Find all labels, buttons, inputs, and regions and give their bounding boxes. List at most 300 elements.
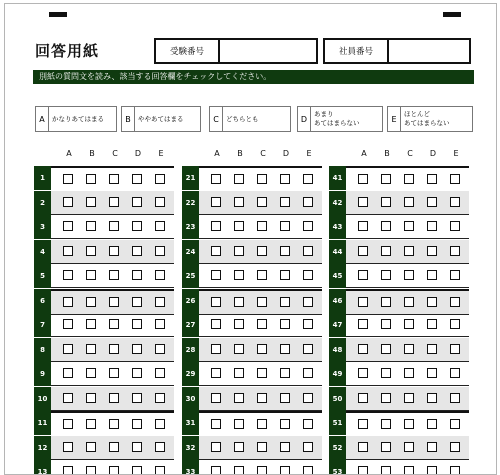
checkbox-c[interactable] bbox=[257, 442, 267, 452]
checkbox-b[interactable] bbox=[381, 344, 391, 354]
question-number: 28 bbox=[182, 338, 199, 362]
checkbox-a[interactable] bbox=[63, 466, 73, 475]
checkbox-a[interactable] bbox=[358, 442, 368, 452]
checkbox-b[interactable] bbox=[86, 319, 96, 329]
choice-header-row bbox=[200, 149, 322, 159]
answer-cells bbox=[199, 191, 322, 215]
checkbox-a[interactable] bbox=[211, 393, 221, 403]
answer-cells bbox=[51, 191, 174, 215]
question-row bbox=[182, 460, 322, 475]
answer-cells bbox=[346, 289, 469, 315]
checkbox-c[interactable] bbox=[404, 466, 414, 475]
legend-key: B bbox=[122, 107, 135, 131]
checkbox-a[interactable] bbox=[358, 197, 368, 207]
instruction-banner: 別紙の質問文を読み、該当する回答欄をチェックしてください。 bbox=[33, 70, 474, 84]
exam-number-label: 受験番号 bbox=[156, 40, 220, 62]
question-number: 51 bbox=[329, 411, 346, 435]
checkbox-e[interactable] bbox=[155, 393, 165, 403]
employee-number-input[interactable] bbox=[389, 40, 469, 62]
checkbox-d[interactable] bbox=[427, 246, 437, 256]
checkbox-b[interactable] bbox=[86, 466, 96, 475]
checkbox-d[interactable] bbox=[132, 270, 142, 280]
checkbox-d[interactable] bbox=[132, 466, 142, 475]
checkbox-d[interactable] bbox=[280, 270, 290, 280]
question-row bbox=[182, 313, 322, 337]
checkbox-e[interactable] bbox=[450, 344, 460, 354]
checkbox-e[interactable] bbox=[155, 442, 165, 452]
checkbox-e[interactable] bbox=[155, 246, 165, 256]
checkbox-c[interactable] bbox=[404, 246, 414, 256]
checkbox-a[interactable] bbox=[358, 393, 368, 403]
checkbox-e[interactable] bbox=[303, 297, 313, 307]
checkbox-b[interactable] bbox=[234, 246, 244, 256]
checkbox-b[interactable] bbox=[234, 419, 244, 429]
checkbox-e[interactable] bbox=[450, 270, 460, 280]
checkbox-a[interactable] bbox=[211, 419, 221, 429]
checkbox-b[interactable] bbox=[234, 368, 244, 378]
checkbox-a[interactable] bbox=[211, 319, 221, 329]
checkbox-a[interactable] bbox=[63, 344, 73, 354]
checkbox-d[interactable] bbox=[427, 270, 437, 280]
checkbox-e[interactable] bbox=[155, 466, 165, 475]
checkbox-d[interactable] bbox=[132, 368, 142, 378]
checkbox-d[interactable] bbox=[427, 174, 437, 184]
question-number: 3 bbox=[34, 215, 51, 239]
checkbox-e[interactable] bbox=[450, 297, 460, 307]
choice-header-c: C bbox=[407, 149, 413, 158]
checkbox-a[interactable] bbox=[63, 297, 73, 307]
question-row bbox=[182, 411, 322, 435]
question-number: 48 bbox=[329, 338, 346, 362]
checkbox-e[interactable] bbox=[450, 466, 460, 475]
question-number: 43 bbox=[329, 215, 346, 239]
question-row bbox=[34, 240, 174, 264]
checkbox-d[interactable] bbox=[427, 442, 437, 452]
question-row bbox=[329, 166, 469, 190]
answer-cells bbox=[346, 191, 469, 215]
checkbox-d[interactable] bbox=[132, 246, 142, 256]
exam-number-field bbox=[154, 38, 318, 64]
checkbox-a[interactable] bbox=[211, 297, 221, 307]
checkbox-e[interactable] bbox=[450, 197, 460, 207]
choice-header-a: A bbox=[361, 149, 367, 158]
checkbox-e[interactable] bbox=[155, 368, 165, 378]
answer-grid bbox=[5, 144, 496, 474]
checkbox-b[interactable] bbox=[234, 344, 244, 354]
checkbox-c[interactable] bbox=[109, 270, 119, 280]
checkbox-c[interactable] bbox=[109, 344, 119, 354]
legend-item-e bbox=[387, 106, 473, 132]
checkbox-a[interactable] bbox=[358, 419, 368, 429]
checkbox-e[interactable] bbox=[303, 419, 313, 429]
question-number: 9 bbox=[34, 362, 51, 386]
checkbox-a[interactable] bbox=[358, 174, 368, 184]
question-row bbox=[182, 264, 322, 288]
answer-column-2 bbox=[182, 144, 322, 474]
question-row bbox=[34, 460, 174, 475]
checkbox-a[interactable] bbox=[211, 246, 221, 256]
checkbox-c[interactable] bbox=[404, 368, 414, 378]
answer-cells bbox=[199, 436, 322, 460]
legend-item-c bbox=[209, 106, 291, 132]
checkbox-d[interactable] bbox=[132, 297, 142, 307]
checkbox-d[interactable] bbox=[132, 419, 142, 429]
checkbox-d[interactable] bbox=[280, 221, 290, 231]
question-number: 41 bbox=[329, 166, 346, 190]
question-row bbox=[34, 166, 174, 190]
checkbox-b[interactable] bbox=[381, 270, 391, 280]
legend-text-line: あてはまらない bbox=[314, 119, 360, 127]
choice-header-b: B bbox=[89, 149, 95, 158]
checkbox-e[interactable] bbox=[450, 419, 460, 429]
checkbox-c[interactable] bbox=[404, 174, 414, 184]
question-number: 24 bbox=[182, 240, 199, 264]
checkbox-d[interactable] bbox=[132, 174, 142, 184]
checkbox-c[interactable] bbox=[257, 466, 267, 475]
choice-header-e: E bbox=[306, 149, 312, 158]
question-row bbox=[34, 264, 174, 288]
answer-cells bbox=[51, 313, 174, 337]
checkbox-d[interactable] bbox=[280, 419, 290, 429]
checkbox-e[interactable] bbox=[303, 442, 313, 452]
checkbox-d[interactable] bbox=[280, 344, 290, 354]
checkbox-b[interactable] bbox=[234, 393, 244, 403]
checkbox-c[interactable] bbox=[404, 442, 414, 452]
legend-text-line: あまり bbox=[314, 110, 334, 118]
checkbox-d[interactable] bbox=[427, 419, 437, 429]
checkbox-d[interactable] bbox=[280, 466, 290, 475]
checkbox-b[interactable] bbox=[234, 197, 244, 207]
checkbox-d[interactable] bbox=[280, 368, 290, 378]
choice-header-b: B bbox=[237, 149, 243, 158]
checkbox-c[interactable] bbox=[257, 368, 267, 378]
choice-header-row bbox=[347, 149, 469, 159]
checkbox-b[interactable] bbox=[381, 393, 391, 403]
answer-cells bbox=[51, 362, 174, 386]
checkbox-d[interactable] bbox=[132, 221, 142, 231]
checkbox-a[interactable] bbox=[211, 466, 221, 475]
checkbox-a[interactable] bbox=[63, 319, 73, 329]
answer-sheet bbox=[4, 3, 497, 475]
question-row bbox=[329, 215, 469, 239]
checkbox-c[interactable] bbox=[404, 319, 414, 329]
answer-cells bbox=[199, 313, 322, 337]
checkbox-e[interactable] bbox=[303, 319, 313, 329]
checkbox-d[interactable] bbox=[280, 297, 290, 307]
checkbox-b[interactable] bbox=[86, 442, 96, 452]
checkbox-a[interactable] bbox=[63, 174, 73, 184]
answer-cells bbox=[346, 264, 469, 288]
checkbox-c[interactable] bbox=[257, 246, 267, 256]
answer-cells bbox=[199, 362, 322, 386]
answer-cells bbox=[346, 411, 469, 437]
checkbox-c[interactable] bbox=[404, 393, 414, 403]
checkbox-b[interactable] bbox=[381, 246, 391, 256]
checkbox-c[interactable] bbox=[109, 319, 119, 329]
answer-cells bbox=[346, 362, 469, 386]
question-number: 26 bbox=[182, 289, 199, 313]
checkbox-d[interactable] bbox=[427, 297, 437, 307]
checkbox-e[interactable] bbox=[450, 246, 460, 256]
checkbox-c[interactable] bbox=[109, 466, 119, 475]
legend-item-b bbox=[121, 106, 201, 132]
checkbox-a[interactable] bbox=[211, 221, 221, 231]
checkbox-b[interactable] bbox=[86, 297, 96, 307]
choice-header-a: A bbox=[66, 149, 72, 158]
answer-cells bbox=[199, 240, 322, 264]
question-number: 10 bbox=[34, 387, 51, 411]
question-row bbox=[329, 289, 469, 313]
choice-header-e: E bbox=[158, 149, 164, 158]
question-number: 2 bbox=[34, 191, 51, 215]
checkbox-d[interactable] bbox=[427, 344, 437, 354]
checkbox-c[interactable] bbox=[109, 442, 119, 452]
checkbox-e[interactable] bbox=[303, 246, 313, 256]
checkbox-a[interactable] bbox=[358, 466, 368, 475]
question-number: 4 bbox=[34, 240, 51, 264]
checkbox-b[interactable] bbox=[86, 393, 96, 403]
checkbox-b[interactable] bbox=[86, 174, 96, 184]
checkbox-c[interactable] bbox=[257, 270, 267, 280]
question-row bbox=[34, 411, 174, 435]
checkbox-c[interactable] bbox=[109, 419, 119, 429]
question-number: 23 bbox=[182, 215, 199, 239]
checkbox-d[interactable] bbox=[132, 442, 142, 452]
checkbox-b[interactable] bbox=[381, 221, 391, 231]
checkbox-b[interactable] bbox=[86, 197, 96, 207]
checkbox-e[interactable] bbox=[303, 174, 313, 184]
checkbox-b[interactable] bbox=[234, 466, 244, 475]
answer-cells bbox=[199, 215, 322, 239]
checkbox-e[interactable] bbox=[450, 221, 460, 231]
checkbox-c[interactable] bbox=[257, 197, 267, 207]
checkbox-c[interactable] bbox=[257, 297, 267, 307]
answer-column-1 bbox=[34, 144, 174, 474]
checkbox-e[interactable] bbox=[303, 270, 313, 280]
checkbox-b[interactable] bbox=[234, 297, 244, 307]
checkbox-d[interactable] bbox=[132, 319, 142, 329]
answer-cells bbox=[346, 313, 469, 337]
question-row bbox=[34, 387, 174, 411]
checkbox-d[interactable] bbox=[427, 319, 437, 329]
legend-text bbox=[135, 107, 184, 131]
checkbox-e[interactable] bbox=[450, 319, 460, 329]
checkbox-e[interactable] bbox=[303, 393, 313, 403]
checkbox-e[interactable] bbox=[155, 221, 165, 231]
question-row bbox=[182, 240, 322, 264]
checkbox-c[interactable] bbox=[109, 221, 119, 231]
checkbox-c[interactable] bbox=[109, 246, 119, 256]
checkbox-a[interactable] bbox=[211, 270, 221, 280]
checkbox-b[interactable] bbox=[381, 368, 391, 378]
checkbox-d[interactable] bbox=[280, 442, 290, 452]
checkbox-a[interactable] bbox=[63, 246, 73, 256]
checkbox-e[interactable] bbox=[303, 197, 313, 207]
checkbox-b[interactable] bbox=[381, 442, 391, 452]
checkbox-e[interactable] bbox=[450, 393, 460, 403]
checkbox-a[interactable] bbox=[63, 442, 73, 452]
legend-text bbox=[311, 107, 360, 131]
checkbox-c[interactable] bbox=[109, 197, 119, 207]
checkbox-c[interactable] bbox=[109, 368, 119, 378]
question-number: 30 bbox=[182, 387, 199, 411]
exam-number-input[interactable] bbox=[220, 40, 316, 62]
checkbox-b[interactable] bbox=[234, 221, 244, 231]
checkbox-d[interactable] bbox=[280, 246, 290, 256]
checkbox-c[interactable] bbox=[257, 174, 267, 184]
answer-cells bbox=[346, 240, 469, 264]
checkbox-b[interactable] bbox=[234, 174, 244, 184]
checkbox-d[interactable] bbox=[427, 393, 437, 403]
checkbox-a[interactable] bbox=[211, 442, 221, 452]
checkbox-c[interactable] bbox=[257, 344, 267, 354]
employee-number-field bbox=[323, 38, 471, 64]
checkbox-b[interactable] bbox=[234, 442, 244, 452]
checkbox-a[interactable] bbox=[358, 297, 368, 307]
question-number: 27 bbox=[182, 313, 199, 337]
checkbox-c[interactable] bbox=[109, 174, 119, 184]
checkbox-c[interactable] bbox=[404, 221, 414, 231]
checkbox-e[interactable] bbox=[155, 419, 165, 429]
checkbox-e[interactable] bbox=[303, 344, 313, 354]
checkbox-c[interactable] bbox=[257, 221, 267, 231]
question-row bbox=[329, 387, 469, 411]
choice-header-c: C bbox=[112, 149, 118, 158]
legend-text bbox=[401, 107, 450, 131]
question-row bbox=[182, 362, 322, 386]
checkbox-e[interactable] bbox=[450, 174, 460, 184]
checkbox-a[interactable] bbox=[63, 419, 73, 429]
checkbox-c[interactable] bbox=[404, 297, 414, 307]
checkbox-c[interactable] bbox=[109, 393, 119, 403]
checkbox-b[interactable] bbox=[381, 319, 391, 329]
checkbox-c[interactable] bbox=[257, 419, 267, 429]
answer-cells bbox=[199, 289, 322, 315]
question-row bbox=[329, 313, 469, 337]
checkbox-d[interactable] bbox=[427, 466, 437, 475]
checkbox-a[interactable] bbox=[358, 270, 368, 280]
question-number: 22 bbox=[182, 191, 199, 215]
checkbox-c[interactable] bbox=[404, 419, 414, 429]
checkbox-d[interactable] bbox=[132, 393, 142, 403]
checkbox-c[interactable] bbox=[257, 393, 267, 403]
checkbox-d[interactable] bbox=[280, 197, 290, 207]
checkbox-e[interactable] bbox=[155, 270, 165, 280]
checkbox-b[interactable] bbox=[86, 221, 96, 231]
checkbox-a[interactable] bbox=[358, 246, 368, 256]
checkbox-a[interactable] bbox=[358, 319, 368, 329]
legend-text-line: あてはまらない bbox=[404, 119, 450, 127]
legend-key: E bbox=[388, 107, 401, 131]
checkbox-e[interactable] bbox=[450, 442, 460, 452]
answer-cells bbox=[346, 166, 469, 192]
checkbox-a[interactable] bbox=[63, 197, 73, 207]
checkbox-e[interactable] bbox=[450, 368, 460, 378]
checkbox-c[interactable] bbox=[109, 297, 119, 307]
checkbox-b[interactable] bbox=[381, 197, 391, 207]
checkbox-b[interactable] bbox=[381, 419, 391, 429]
checkbox-e[interactable] bbox=[303, 368, 313, 378]
checkbox-a[interactable] bbox=[358, 344, 368, 354]
checkbox-d[interactable] bbox=[427, 221, 437, 231]
checkbox-d[interactable] bbox=[132, 197, 142, 207]
answer-cells bbox=[199, 411, 322, 437]
question-row bbox=[329, 240, 469, 264]
answer-cells bbox=[51, 411, 174, 437]
checkbox-a[interactable] bbox=[211, 197, 221, 207]
checkbox-d[interactable] bbox=[427, 368, 437, 378]
checkbox-d[interactable] bbox=[427, 197, 437, 207]
checkbox-b[interactable] bbox=[234, 270, 244, 280]
question-row bbox=[329, 362, 469, 386]
answer-cells bbox=[346, 460, 469, 475]
question-number: 1 bbox=[34, 166, 51, 190]
checkbox-d[interactable] bbox=[280, 174, 290, 184]
checkbox-b[interactable] bbox=[86, 344, 96, 354]
checkbox-a[interactable] bbox=[63, 393, 73, 403]
checkbox-a[interactable] bbox=[211, 368, 221, 378]
checkbox-e[interactable] bbox=[155, 344, 165, 354]
question-row bbox=[182, 191, 322, 215]
question-row bbox=[182, 436, 322, 460]
checkbox-d[interactable] bbox=[280, 319, 290, 329]
checkbox-a[interactable] bbox=[63, 270, 73, 280]
answer-cells bbox=[199, 460, 322, 475]
checkbox-c[interactable] bbox=[257, 319, 267, 329]
answer-cells bbox=[199, 166, 322, 192]
checkbox-e[interactable] bbox=[155, 319, 165, 329]
answer-cells bbox=[346, 338, 469, 362]
question-row bbox=[182, 166, 322, 190]
checkbox-b[interactable] bbox=[86, 419, 96, 429]
legend-key: D bbox=[298, 107, 311, 131]
legend-key: C bbox=[210, 107, 223, 131]
checkbox-c[interactable] bbox=[404, 344, 414, 354]
checkbox-a[interactable] bbox=[211, 174, 221, 184]
answer-column-3 bbox=[329, 144, 469, 474]
checkbox-a[interactable] bbox=[63, 368, 73, 378]
answer-cells bbox=[51, 460, 174, 475]
question-number: 25 bbox=[182, 264, 199, 288]
answer-cells bbox=[346, 436, 469, 460]
checkbox-b[interactable] bbox=[86, 368, 96, 378]
checkbox-a[interactable] bbox=[211, 344, 221, 354]
checkbox-c[interactable] bbox=[404, 197, 414, 207]
checkbox-d[interactable] bbox=[132, 344, 142, 354]
choice-header-e: E bbox=[453, 149, 459, 158]
checkbox-b[interactable] bbox=[234, 319, 244, 329]
checkbox-b[interactable] bbox=[381, 297, 391, 307]
checkbox-e[interactable] bbox=[155, 174, 165, 184]
checkbox-c[interactable] bbox=[404, 270, 414, 280]
question-row bbox=[34, 191, 174, 215]
checkbox-e[interactable] bbox=[155, 297, 165, 307]
checkbox-e[interactable] bbox=[303, 466, 313, 475]
checkbox-b[interactable] bbox=[86, 270, 96, 280]
checkbox-a[interactable] bbox=[358, 368, 368, 378]
legend-text bbox=[223, 107, 259, 131]
checkbox-b[interactable] bbox=[381, 174, 391, 184]
checkbox-d[interactable] bbox=[280, 393, 290, 403]
checkbox-e[interactable] bbox=[155, 197, 165, 207]
checkbox-b[interactable] bbox=[86, 246, 96, 256]
checkbox-e[interactable] bbox=[303, 221, 313, 231]
checkbox-a[interactable] bbox=[63, 221, 73, 231]
answer-cells bbox=[346, 215, 469, 239]
legend-text-line: ほとんど bbox=[404, 110, 430, 118]
checkbox-b[interactable] bbox=[381, 466, 391, 475]
checkbox-a[interactable] bbox=[358, 221, 368, 231]
